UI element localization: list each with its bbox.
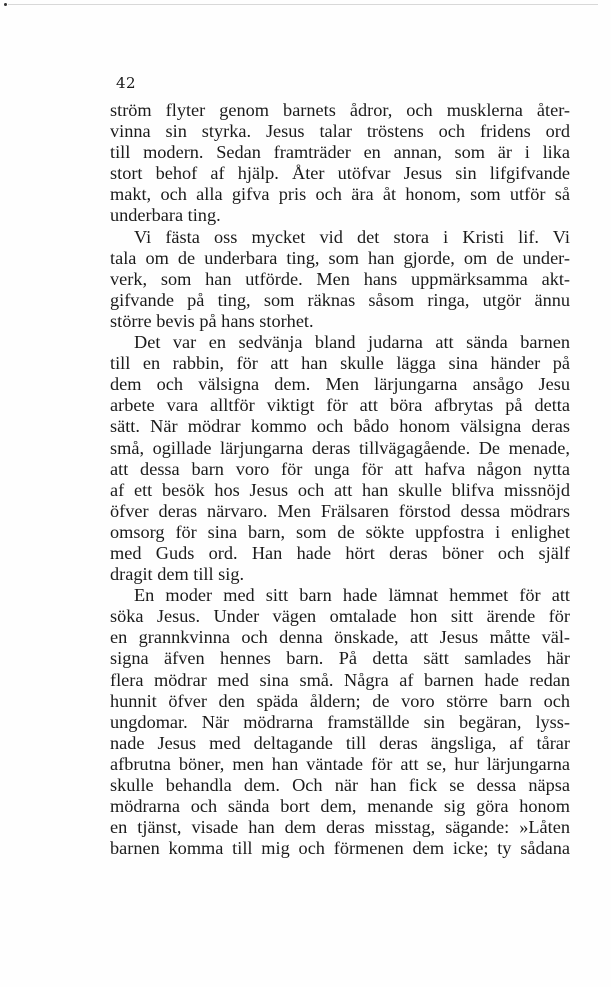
text-line: med Guds ord. Han hade hört deras böner och själf <box>110 542 570 563</box>
page-top-edge <box>8 4 598 5</box>
text-line: vinna sin styrka. Jesus talar tröstens och fridens ord <box>110 121 570 142</box>
text-line: makt, och alla gifva pris och ära åt honom, som utför så <box>110 184 570 205</box>
text-line: nade Jesus med deltagande till deras ängsliga, af tårar <box>110 732 570 753</box>
text-line: söka Jesus. Under vägen omtalade hon sitt ärende för <box>110 606 570 627</box>
text-line: större bevis på hans storhet. <box>110 310 314 331</box>
text-line: signa äfven hennes barn. På detta sätt samlades här <box>110 648 570 669</box>
text-line: hunnit öfver den späda åldern; de voro större barn och <box>110 690 570 711</box>
text-line: underbara ting. <box>110 205 221 226</box>
text-line: en tjänst, visade han dem deras misstag, sägande: »Låten <box>110 817 570 838</box>
corner-speck <box>4 3 7 6</box>
text-line: af ett besök hos Jesus och att han skulle blifva missnöjd <box>110 479 570 500</box>
text-line: omsorg för sina barn, som de sökte uppfostra i enlighet <box>110 521 570 542</box>
text-line: öfver deras närvaro. Men Frälsaren förstod dessa mödrars <box>110 500 570 521</box>
text-line: att dessa barn voro för unga för att hafva någon nytta <box>110 458 570 479</box>
text-line: gifvande på ting, som räknas såsom ringa, utgör ännu <box>110 289 570 310</box>
text-line: stort behof af hjälp. Åter utöfvar Jesus sin lifgifvande <box>110 163 570 184</box>
text-line: dragit dem till sig. <box>110 564 245 585</box>
text-line: en grannkvinna och denna önskade, att Jesus måtte väl- <box>110 627 570 648</box>
text-line: En moder med sitt barn hade lämnat hemmet för att <box>134 585 570 606</box>
text-line: Vi fästa oss mycket vid det stora i Kristi lif. Vi <box>134 226 570 247</box>
text-line: dem och välsigna dem. Men lärjungarna ansågo Jesu <box>110 374 570 395</box>
page-number: 42 <box>116 74 137 92</box>
text-line: ungdomar. När mödrarna framställde sin begäran, lyss- <box>110 711 570 732</box>
text-line: skulle behandla dem. Och när han fick se dessa näpsa <box>110 775 570 795</box>
text-line: tala om de underbara ting, som han gjorde, om de under- <box>110 247 570 268</box>
body-text <box>110 100 570 859</box>
text-line: arbete vara alltför viktigt för att böra afbrytas på detta <box>110 395 570 416</box>
text-line: flera mödrar med sina små. Några af barnen hade redan <box>110 669 570 690</box>
text-line: barnen komma till mig och förmenen dem icke; ty sådana <box>110 838 570 859</box>
text-line: till en rabbin, för att han skulle lägga sina händer på <box>110 353 570 374</box>
text-line: ström flyter genom barnets ådror, och musklerna åter- <box>110 100 570 120</box>
text-line: afbrutna böner, men han väntade för att se, hur lärjungarna <box>110 753 570 774</box>
text-line: mödrarna och sända bort dem, menande sig göra honom <box>110 796 570 817</box>
text-line: verk, som han utförde. Men hans uppmärksamma akt- <box>110 268 570 289</box>
text-line: till modern. Sedan framträder en annan, som är i lika <box>110 142 570 163</box>
text-line: sätt. När mödrar kommo och bådo honom välsigna deras <box>110 416 570 437</box>
text-line: små, ogillade lärjungarna deras tillvägagående. De menade, <box>110 437 570 458</box>
text-line: Det var en sedvänja bland judarna att sända barnen <box>134 332 570 353</box>
